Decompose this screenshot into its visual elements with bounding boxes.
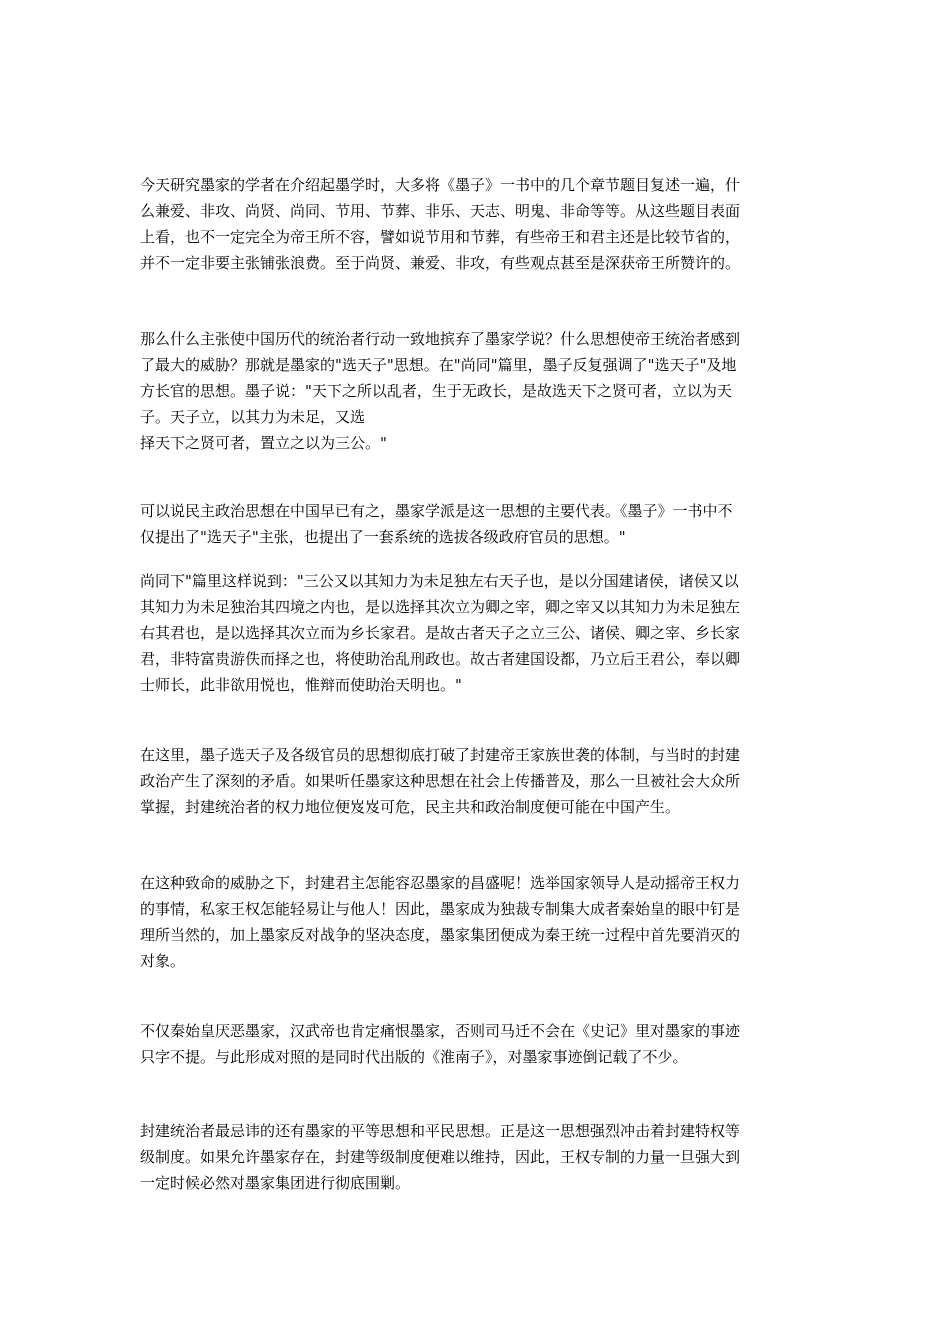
text-line: 在这里，墨子选天子及各级官员的思想彻底打破了封建帝王家族世袭的体制，与当时的封建 xyxy=(140,746,741,764)
text-line: 封建统治者最忌讳的还有墨家的平等思想和平民思想。正是这一思想强烈冲击着封建特权等 xyxy=(140,1122,741,1140)
text-line: 级制度。如果允许墨家存在，封建等级制度便难以维持，因此，王权专制的力量一旦强大到 xyxy=(140,1148,741,1166)
text-line: 士师长，此非欲用悦也，惟辩而使助治天明也。" xyxy=(140,676,462,694)
paragraph-2 xyxy=(140,326,812,456)
paragraph-5 xyxy=(140,742,812,820)
text-line: 么兼爱、非攻、尚贤、尚同、节用、节葬、非乐、天志、明鬼、非命等等。从这些题目表面 xyxy=(140,202,741,220)
text-line: 方长官的思想。墨子说："天下之所以乱者，生于无政长，是故选天下之贤可者，立以为天 xyxy=(140,382,732,400)
text-line: 上看，也不一定完全为帝王所不容，譬如说节用和节葬，有些帝王和君主还是比较节省的， xyxy=(140,228,741,246)
text-line: 一定时候必然对墨家集团进行彻底围剿。 xyxy=(140,1174,411,1192)
text-line: 政治产生了深刻的矛盾。如果听任墨家这种思想在社会上传播普及，那么一旦被社会大众所 xyxy=(140,772,741,790)
paragraph-7 xyxy=(140,1018,812,1070)
text-line: 其知力为未足独治其四境之内也，是以选择其次立为卿之宰，卿之宰又以其知力为未足独左 xyxy=(140,598,741,616)
text-line: 对象。 xyxy=(140,952,186,970)
text-line: 只字不提。与此形成对照的是同时代出版的《淮南子》，对墨家事迹倒记载了不少。 xyxy=(140,1048,688,1066)
paragraph-1 xyxy=(140,172,812,276)
text-line: 不仅秦始皇厌恶墨家，汉武帝也肯定痛恨墨家，否则司马迁不会在《史记》里对墨家的事迹 xyxy=(140,1022,741,1040)
text-line: 那么什么主张使中国历代的统治者行动一致地摈弃了墨家学说？什么思想使帝王统治者感到 xyxy=(140,330,741,348)
paragraph-3 xyxy=(140,498,812,550)
text-line: 的事情，私家王权怎能轻易让与他人！因此，墨家成为独裁专制集大成者秦始皇的眼中钉是 xyxy=(140,900,741,918)
paragraph-6 xyxy=(140,870,812,974)
paragraph-8 xyxy=(140,1118,812,1196)
text-line: 理所当然的，加上墨家反对战争的坚决态度，墨家集团便成为秦王统一过程中首先要消灭的 xyxy=(140,926,741,944)
text-line: 可以说民主政治思想在中国早已有之，墨家学派是这一思想的主要代表。《墨子》一书中不 xyxy=(140,502,733,520)
paragraph-4 xyxy=(140,568,812,698)
text-line: 尚同下"篇里这样说到："三公又以其知力为未足独左右天子也，是以分国建诸侯，诸侯又以 xyxy=(140,572,739,590)
text-line: 择天下之贤可者，置立之以为三公。" xyxy=(140,434,387,452)
text-line: 了最大的威胁？那就是墨家的"选天子"思想。在"尚同"篇里，墨子反复强调了"选天子"及地 xyxy=(140,356,737,374)
text-line: 掌握，封建统治者的权力地位便岌岌可危，民主共和政治制度便可能在中国产生。 xyxy=(140,798,681,816)
text-line: 仅提出了"选天子"主张，也提出了一套系统的选拔各级政府官员的思想。" xyxy=(140,528,626,546)
text-line: 今天研究墨家的学者在介绍起墨学时，大多将《墨子》一书中的几个章节题目复述一遍，什 xyxy=(140,176,741,194)
text-line: 并不一定非要主张铺张浪费。至于尚贤、兼爱、非攻，有些观点甚至是深获帝王所赞许的。 xyxy=(140,254,741,272)
text-line: 子。天子立，以其力为未足，又选 xyxy=(140,408,366,426)
text-line: 在这种致命的威胁之下，封建君主怎能容忍墨家的昌盛呢！选举国家领导人是动摇帝王权力 xyxy=(140,874,741,892)
text-line: 君，非特富贵游佚而择之也，将使助治乱刑政也。故古者建国设都，乃立后王君公，奉以卿 xyxy=(140,650,741,668)
text-line: 右其君也，是以选择其次立而为乡长家君。是故古者天子之立三公、诸侯、卿之宰、乡长家 xyxy=(140,624,741,642)
